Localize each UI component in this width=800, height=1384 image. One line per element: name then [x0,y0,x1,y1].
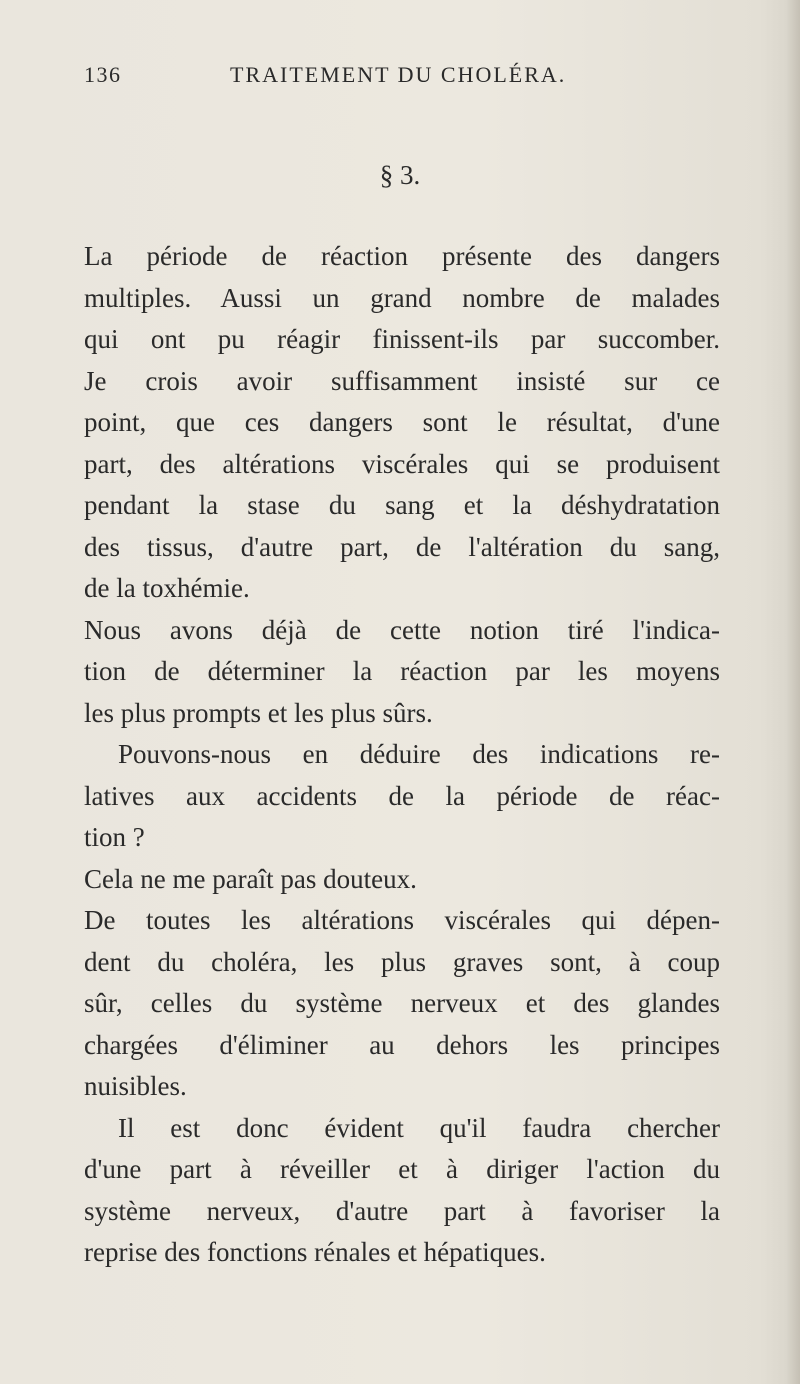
page-edge-shadow [786,0,800,1384]
text-line: sûr, celles du système nerveux et des glandes [84,988,720,1018]
paragraph [84,859,720,901]
text-line: tion ? [84,822,145,852]
page-number: 136 [84,62,122,87]
paragraph [84,734,720,859]
text-line: point, que ces dangers sont le résultat, d'une [84,407,720,437]
text-line: latives aux accidents de la période de réac- [84,780,720,811]
text-line: pendant la stase du sang et la déshydratation [84,490,720,520]
text-line: système nerveux, d'autre part à favoriser la [84,1195,720,1226]
text-line: multiples. Aussi un grand nombre de malades [84,282,720,313]
text-line: Je crois avoir suffisamment insisté sur ce [84,365,720,396]
running-head [84,62,740,92]
text-line: Pouvons-nous en déduire des indications re- [118,739,720,769]
text-line: tion de déterminer la réaction par les moyens [84,656,720,686]
text-line: La période de réaction présente des dangers [84,241,720,271]
paragraph [84,1108,720,1274]
text-line: dent du choléra, les plus graves sont, à coup [84,946,720,977]
text-line: chargées d'éliminer au dehors les principes [84,1029,720,1060]
paragraph [84,236,720,610]
running-title: TRAITEMENT DU CHOLÉRA. [230,62,567,87]
text-line: Cela ne me paraît pas douteux. [84,863,417,894]
paragraph [84,900,720,1108]
text-line: de la toxhémie. [84,573,250,603]
text-line: Nous avons déjà de cette notion tiré l'indica- [84,614,720,645]
body-text [84,236,720,1274]
paragraph [84,610,720,735]
text-line: des tissus, d'autre part, de l'altération du sang, [84,531,720,562]
text-line: Il est donc évident qu'il faudra chercher [118,1112,720,1143]
text-line: les plus prompts et les plus sûrs. [84,697,433,728]
text-line: part, des altérations viscérales qui se produisent [84,448,720,479]
section-heading: § 3. [379,160,421,190]
text-line: reprise des fonctions rénales et hépatiques. [84,1237,546,1267]
text-line: d'une part à réveiller et à diriger l'action du [84,1154,720,1184]
text-line: nuisibles. [84,1071,187,1101]
text-line: qui ont pu réagir finissent-ils par succomber. [84,324,720,354]
text-line: De toutes les altérations viscérales qui dépen- [84,905,720,935]
